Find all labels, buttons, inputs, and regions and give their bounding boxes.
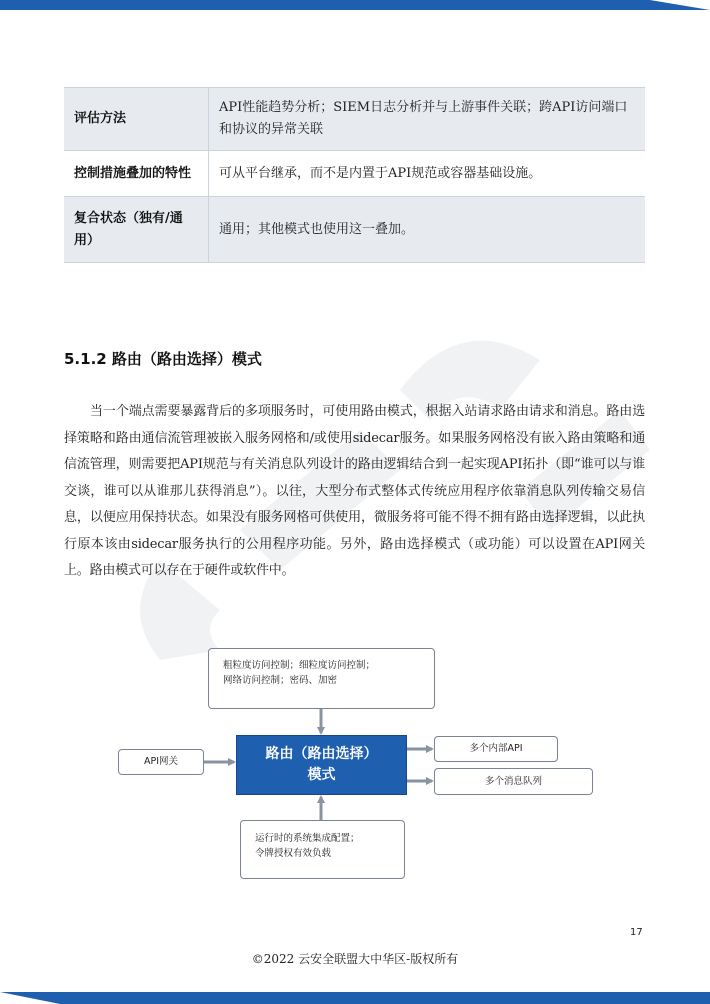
message-queues-box: 多个消息队列 xyxy=(434,768,593,795)
routing-pattern-diagram xyxy=(118,646,598,880)
access-control-line-2: 网络访问控制；密码、加密 xyxy=(223,675,338,686)
runtime-config-box xyxy=(240,820,405,879)
control-attributes-table xyxy=(64,87,645,263)
row-value: 可从平台继承，而不是内置于API规范或容器基础设施。 xyxy=(209,151,646,197)
bottom-color-band xyxy=(0,992,710,1004)
access-control-box xyxy=(208,648,435,709)
routing-pattern-title-line-2: 模式 xyxy=(307,767,336,783)
runtime-config-line-1: 运行时的系统集成配置； xyxy=(255,833,360,844)
api-gateway-box: API网关 xyxy=(118,749,204,775)
runtime-config-line-2: 令牌授权有效负载 xyxy=(255,848,332,859)
top-color-band xyxy=(0,0,710,10)
table-row xyxy=(64,88,645,151)
row-key: 复合状态（独有/通用） xyxy=(64,197,209,263)
table-row xyxy=(64,197,645,263)
table-row xyxy=(64,151,645,197)
routing-pattern-box xyxy=(236,735,407,795)
section-paragraph: 当一个端点需要暴露背后的多项服务时，可使用路由模式，根据入站请求路由请求和消息。路由选择策略和路由通信流管理被嵌入服务网格和/或使用sidecar服务。如果服务网格没有嵌入路由策略和通信流管理，则需要把API规范与有关消息队列设计的路由逻辑结合到一起实现API拓扑（即“谁可以与谁交谈，谁可以从谁那儿获得消息”）。以往，大型分布式整体式传统应用程序依靠消息队列传输交易信息，以便应用保持状态。如果没有服务网格可供使用，微服务将可能不得不拥有路由选择逻辑，以此执行原本该由sidecar服务执行的公用程序功能。另外，路由选择模式（或功能）可以设置在API网关上。路由模式可以存在于硬件或软件中。 xyxy=(64,404,645,578)
routing-pattern-title-line-1: 路由（路由选择） xyxy=(265,746,378,762)
row-key: 评估方法 xyxy=(64,88,209,151)
bottom-band-notch xyxy=(0,992,60,1004)
page-number: 17 xyxy=(630,927,643,938)
internal-apis-box: 多个内部API xyxy=(434,736,558,762)
copyright-footer: ©2022 云安全联盟大中华区-版权所有 xyxy=(251,952,459,966)
access-control-line-1: 粗粒度访问控制；细粒度访问控制； xyxy=(223,660,376,671)
top-band-notch xyxy=(650,0,710,10)
row-key: 控制措施叠加的特性 xyxy=(64,151,209,197)
row-value: API性能趋势分析；SIEM日志分析并与上游事件关联；跨API访问端口和协议的异常关联 xyxy=(209,88,646,151)
row-value: 通用；其他模式也使用这一叠加。 xyxy=(209,197,646,263)
section-heading: 5.1.2 路由（路由选择）模式 xyxy=(64,350,262,368)
